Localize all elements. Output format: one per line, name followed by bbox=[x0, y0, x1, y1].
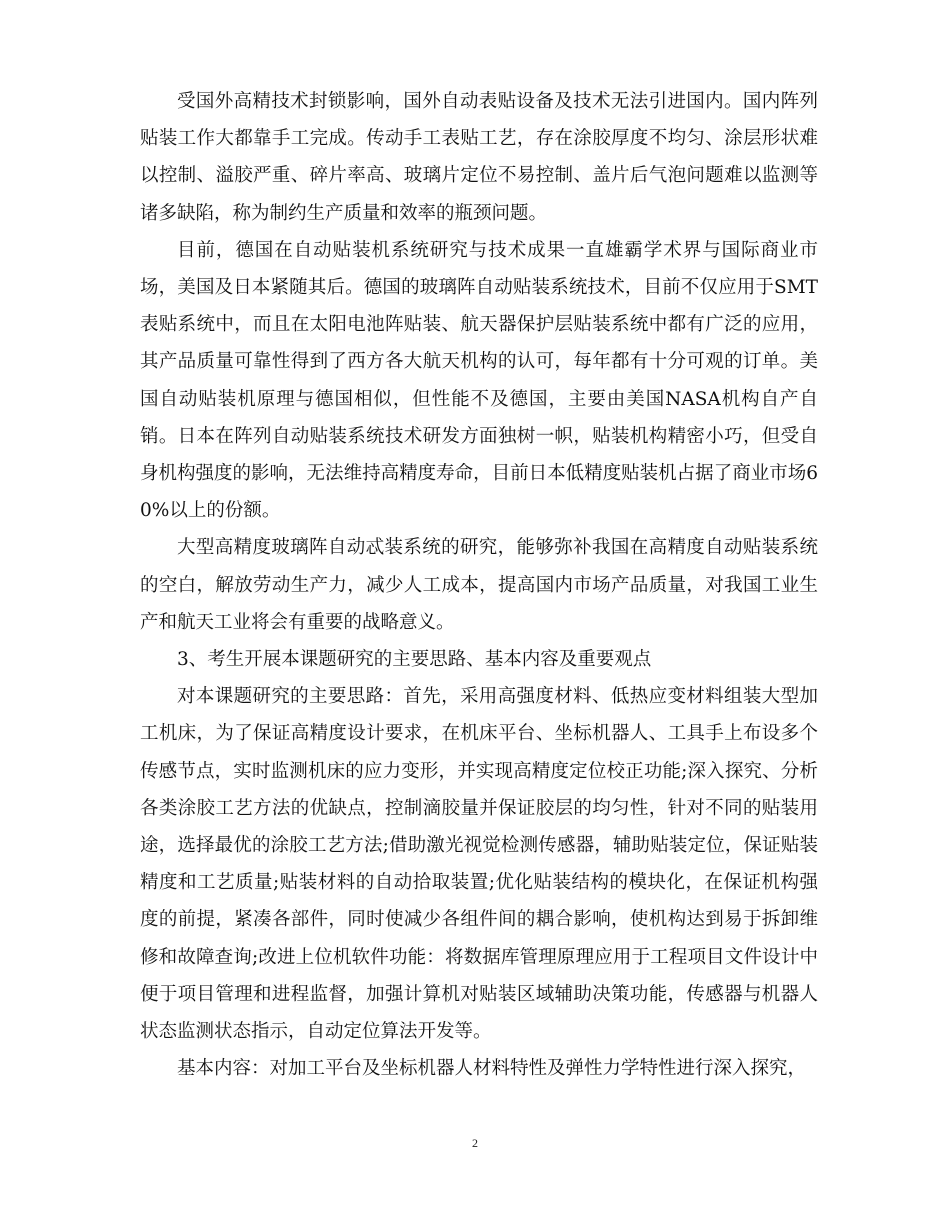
document-body bbox=[140, 83, 818, 1087]
paragraph-main-approach: 对本课题研究的主要思路：首先，采用高强度材料、低热应变材料组装大型加工机床，为了保证高精度设计要求，在机床平台、坐标机器人、工具手上布设多个传感节点，实时监测机床的应力变形，并实现高精度定位校正功能;深入探究、分析各类涂胶工艺方法的优缺点，控制滴胶量并保证胶层的均匀性，针对不同的贴装用途，选择最优的涂胶工艺方法;借助激光视觉检测传感器，辅助贴装定位，保证贴装精度和工艺质量;贴装材料的自动拾取装置;优化贴装结构的模块化，在保证机构强度的前提，紧凑各部件，同时使减少各组件间的耦合影响，使机构达到易于拆卸维修和故障查询;改进上位机软件功能：将数据库管理原理应用于工程项目文件设计中便于项目管理和进程监督，加强计算机对贴装区域辅助决策功能，传感器与机器人状态监测状态指示，自动定位算法开发等。 bbox=[140, 686, 818, 1043]
paragraph-basic-content: 基本内容：对加工平台及坐标机器人材料特性及弹性力学特性进行深入探究， bbox=[177, 1058, 807, 1080]
paragraph-blockade-background: 受国外高精技术封锁影响，国外自动表贴设备及技术无法引进国内。国内阵列贴装工作大都靠手工完成。传动手工表贴工艺，存在涂胶厚度不均匀、涂层形状难以控制、溢胶严重、碎片率高、玻璃片定位不易控制、盖片后气泡问题难以监测等诸多缺陷，称为制约生产质量和效率的瓶颈问题。 bbox=[140, 91, 818, 224]
paragraph-international-status: 目前，德国在自动贴装机系统研究与技术成果一直雄霸学术界与国际商业市场，美国及日本紧随其后。德国的玻璃阵自动贴装系统技术，目前不仅应用于SMT表贴系统中，而且在太阳电池阵贴装、航天器保护层贴装系统中都有广泛的应用，其产品质量可靠性得到了西方各大航天机构的认可，每年都有十分可观的订单。美国自动贴装机原理与德国相似，但性能不及德国，主要由美国NASA机构自产自销。日本在阵列自动贴装系统技术研发方面独树一帜，贴装机构精密小巧，但受自身机构强度的影响，无法维持高精度寿命，目前日本低精度贴装机占据了商业市场60%以上的份额。 bbox=[140, 239, 818, 522]
section-heading: 3、考生开展本课题研究的主要思路、基本内容及重要观点 bbox=[177, 649, 652, 671]
paragraph-research-significance: 大型高精度玻璃阵自动忒装系统的研究，能够弥补我国在高精度自动贴装系统的空白，解放劳动生产力，减少人工成本，提高国内市场产品质量，对我国工业生产和航天工业将会有重要的战略意义。 bbox=[140, 537, 818, 633]
page-number: 2 bbox=[472, 1136, 478, 1150]
